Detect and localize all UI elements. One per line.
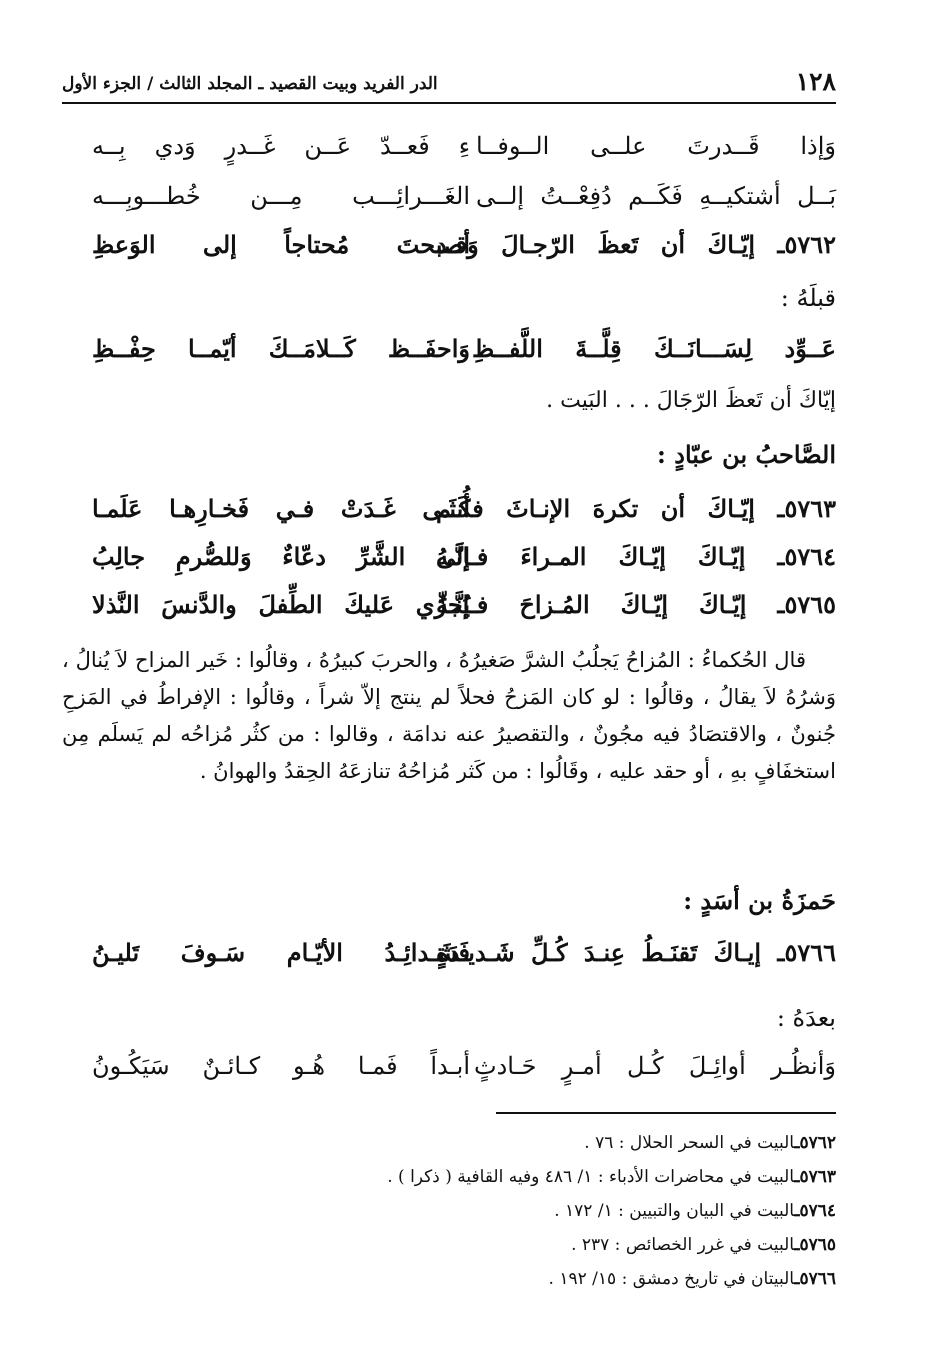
verse-line	[62, 938, 836, 986]
footnote	[100, 1133, 836, 1167]
footnote-text: البيتان في تاريخ دمشق : ١٥/ ١٩٢ .	[548, 1269, 795, 1289]
verse-first-hemistich	[436, 542, 836, 571]
footnotes	[100, 1133, 836, 1303]
verse-line	[62, 230, 836, 278]
verse-number: ٥٧٦٥ـ	[777, 590, 836, 619]
verse-first-hemistich	[436, 938, 836, 967]
poet-hamza: حَمزَةُ بن أسَدٍ :	[683, 886, 836, 915]
prose-text: قال الحُكماءُ : المُزاحُ يَجلُبُ الشرَّ صَغيرُهُ ، والحربَ كبيرُهُ ، وقالُوا : خَير المزاح لاَ يُنالُ ، وَشرُهُ لاَ يقالُ ، وقالُوا : لو كان المَزحُ فحلاً لم ينتج إلاّ شراً ، وقالُوا : الإفراطُ في المَزحِ جُنونٌ ، والاقتصَادُ فيه مجُونٌ ، والتقصيرُ عنه ندامَة ، وقالوا : من كثُر مُزاحُه لم يَسلَم مِن استخفَافٍ بهِ ، أو حقد عليه ، وقَالُوا : من كَثر مُزاحُهُ تنازعَهُ الحِقدُ والهوانُ .	[62, 648, 836, 783]
verse-number: ٥٧٦٢ـ	[777, 230, 836, 259]
footnote-text: البيت في البيان والتبيين : ١/ ١٧٢ .	[554, 1201, 795, 1221]
verse-text: إيّـاكَ أن تَعظَ الرّجـالَ وَقـد	[436, 230, 755, 259]
verse-text: إيّـاكَ إيّـاكَ المـراءَ فـإنَّـهُ	[436, 542, 746, 571]
page-header	[62, 58, 836, 104]
footnote	[100, 1167, 836, 1201]
verse-second-hemistich: أُنثَـى غَـدَتْ فـي فَخـارِهـا عَلَمـا	[92, 494, 470, 523]
verse-first-hemistich: وَإذا قَــدرتَ علــى الــوفــا	[476, 132, 836, 160]
verse-text: إيّـاكَ أن تكرهَ الإنـاثَ فكَـم	[436, 494, 755, 523]
prose-paragraph	[62, 642, 836, 790]
page-number: ١٢٨	[795, 67, 836, 96]
verse-second-hemistich: فَشَـدائِـدُ الأيّـام سَـوفَ تَليـنُ	[92, 938, 470, 967]
verse-second-hemistich: ءِ فَعــدّ عَــن غَــدرٍ وَدي بِــه	[92, 132, 470, 160]
label-badahu: بعدَهُ :	[776, 1004, 836, 1032]
verse-second-hemistich: إلَى الشَّرِّ دعّاءٌ وَللصُّرمِ جالِبُ	[92, 542, 470, 571]
verse-number: ٥٧٦٦ـ	[777, 938, 836, 967]
verse-reference: إيّاكَ أن تَعظَ الرّجَالَ . . . البَيت .	[546, 388, 836, 413]
footnote-text: البيت في محاضرات الأدباء : ١/ ٤٨٦ وفيه القافية ( ذكرا ) .	[387, 1167, 795, 1187]
footnote-text: البيت في السحر الحلال : ٧٦ .	[584, 1133, 795, 1153]
verse-second-hemistich: الغَـــرائِـــب مِـــن خُطـــوبِـــه	[92, 182, 470, 210]
verse-text: إيّـاكَ إيّـاكَ المُـزاحَ فـإنَّـهُ	[436, 590, 747, 619]
verse-number: ٥٧٦٤ـ	[777, 542, 836, 571]
verse-line	[62, 182, 836, 230]
verse-first-hemistich	[436, 590, 836, 619]
verse-second-hemistich: يُجزِّي عَليكَ الطِّفلَ والدَّنسَ النَّذلا	[92, 590, 470, 619]
footnote-separator	[496, 1112, 836, 1114]
footnote-text: البيت في غرر الخصائص : ٢٣٧ .	[571, 1235, 795, 1255]
verse-first-hemistich: عَــوِّد لِسَـــانَــكَ قِلَّــةَ اللَّفــظِ	[472, 334, 836, 363]
verse-first-hemistich: وَأنظُـر أوائِـلَ كُـل أمـرٍ حَـادثٍ	[474, 1052, 836, 1080]
verse-number: ٥٧٦٣ـ	[777, 494, 836, 523]
footnote-number: ٥٧٦٢ـ	[794, 1133, 836, 1153]
footnote-number: ٥٧٦٦ـ	[794, 1269, 836, 1289]
footnote	[100, 1269, 836, 1303]
verse-first-hemistich	[436, 494, 836, 523]
verse-first-hemistich	[436, 230, 836, 259]
verse-line	[62, 1052, 836, 1100]
verse-line	[62, 494, 836, 542]
label-qablahu: قبلَهُ :	[780, 284, 836, 312]
footnote-number: ٥٧٦٥ـ	[794, 1235, 836, 1255]
footnote	[100, 1235, 836, 1269]
footnote-number: ٥٧٦٤ـ	[794, 1201, 836, 1221]
footnote	[100, 1201, 836, 1235]
verse-line	[62, 590, 836, 638]
verse-first-hemistich: بَــل أشتكيــهِ فَكَــم دُفِعْــتُ إلــى	[476, 182, 836, 210]
verse-text: إيـاكَ تَقنَـطُ عِنـدَ كُـلِّ شَـديـدَةٍ	[436, 938, 762, 967]
verse-line	[62, 334, 836, 382]
verse-line	[62, 542, 836, 590]
poet-sahib: الصَّاحبُ بن عبّادٍ :	[657, 440, 836, 469]
verse-second-hemistich: أبـداً فَمـا هُـو كـائـنٌ سَيَكُـونُ	[92, 1052, 470, 1080]
footnote-number: ٥٧٦٣ـ	[794, 1167, 836, 1187]
verse-second-hemistich: وَاحفَــظ كَــلامَــكَ أيّمــا حِفْــظِ	[92, 334, 470, 363]
running-title: الدر الفريد وبيت القصيد ـ المجلد الثالث / الجزء الأول	[62, 74, 438, 94]
verse-line	[62, 132, 836, 180]
verse-second-hemistich: أصبحتَ مُحتاجاً إلى الوَعظِ	[92, 230, 470, 259]
